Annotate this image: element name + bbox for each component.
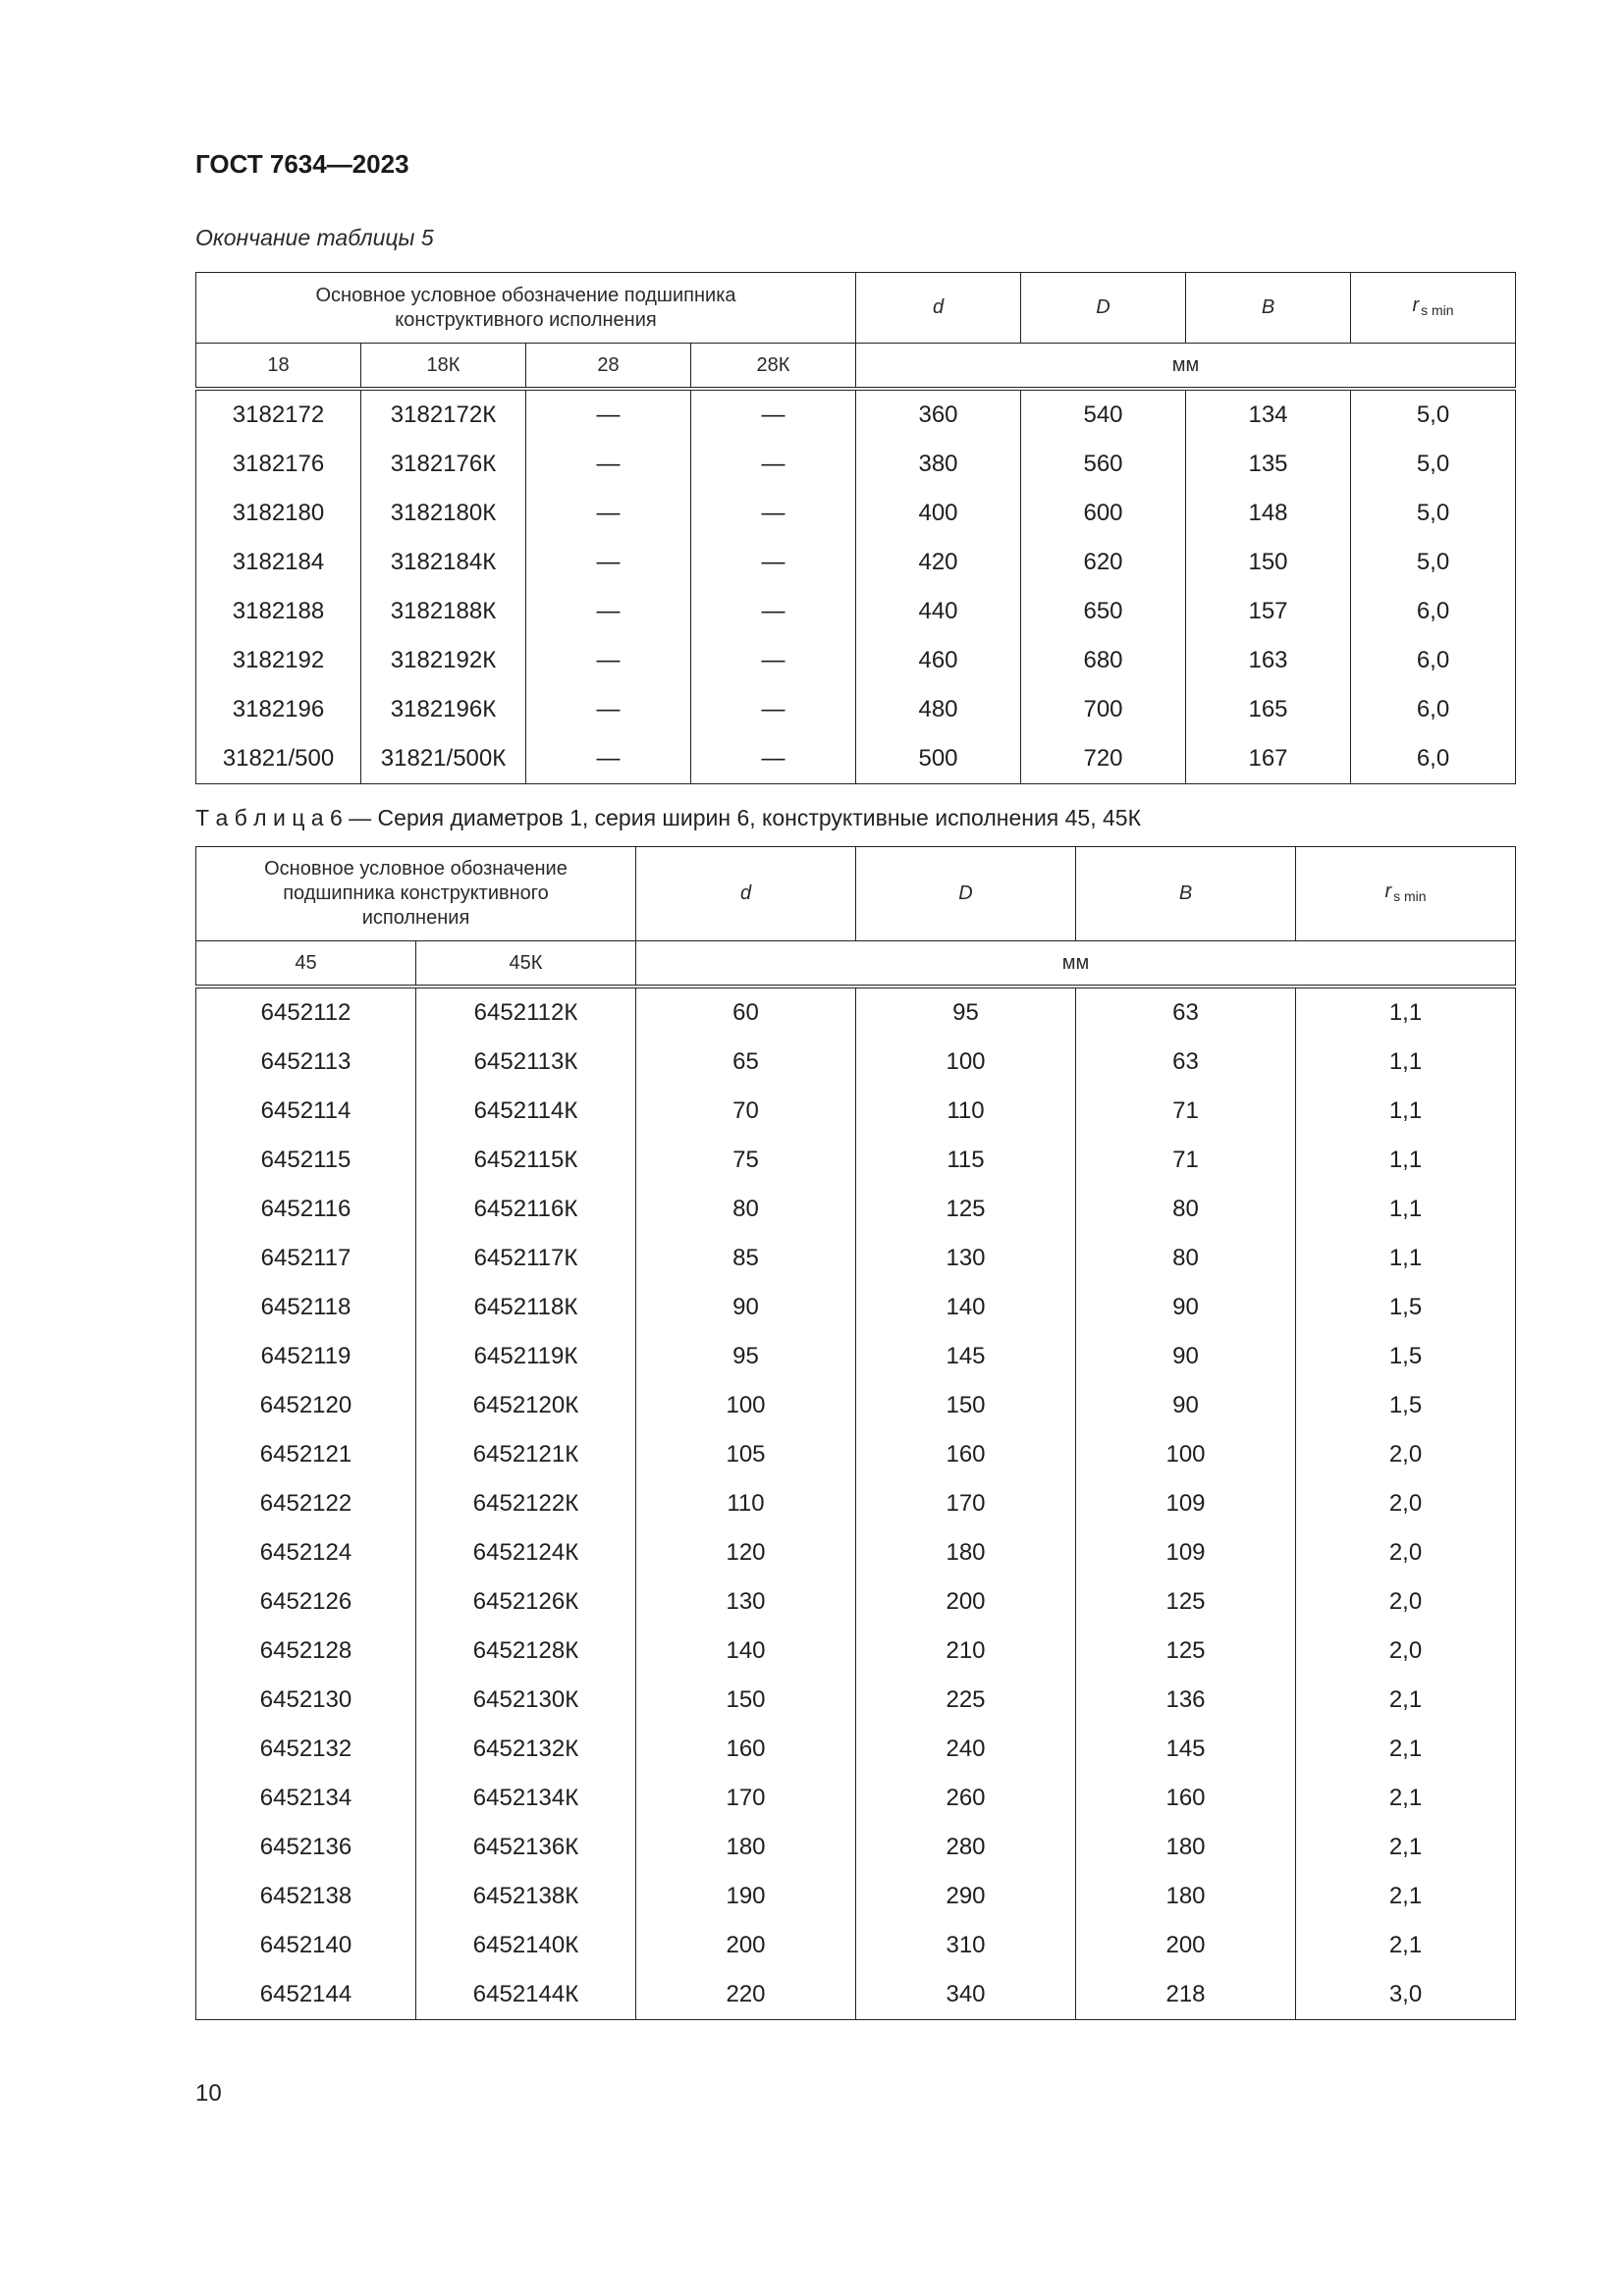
header-d-label: d [739,882,752,904]
table-row [196,587,1516,636]
table-cell: 80 [1076,1185,1296,1234]
table-cell: 95 [856,987,1076,1038]
table-cell: 3182184 [196,538,361,587]
table-cell: 109 [1076,1479,1296,1528]
table-cell: 130 [636,1577,856,1627]
table-cell: 90 [1076,1381,1296,1430]
table-cell: 136 [1076,1676,1296,1725]
table-cell: 75 [636,1136,856,1185]
table-cell: 6,0 [1351,734,1516,784]
table-row [196,1185,1516,1234]
table-cell: — [526,685,691,734]
table-cell: 225 [856,1676,1076,1725]
table-row [196,1332,1516,1381]
table-cell: 6452117 [196,1234,416,1283]
table-cell: 3182176К [361,440,526,489]
designation-header [196,273,856,344]
table-cell: 400 [856,489,1021,538]
table-cell: 200 [856,1577,1076,1627]
table-cell: 6452124 [196,1528,416,1577]
table-cell: 100 [1076,1430,1296,1479]
table-cell: — [526,489,691,538]
table-cell: — [691,489,856,538]
page-number: 10 [195,2080,222,2107]
designation-header-line: Основное условное обозначение подшипника [315,284,736,306]
table-cell: 6452120 [196,1381,416,1430]
table-row [196,1136,1516,1185]
table-cell: 60 [636,987,856,1038]
table-cell: 680 [1021,636,1186,685]
table-cell: 6452121 [196,1430,416,1479]
table-cell: 2,1 [1296,1676,1516,1725]
table-cell: 260 [856,1774,1076,1823]
designation-header-line: Основное условное обозначение [264,858,568,880]
table-cell: 3182180 [196,489,361,538]
table-cell: 80 [1076,1234,1296,1283]
table-cell: — [526,389,691,440]
table-row [196,489,1516,538]
table-cell: 1,1 [1296,1234,1516,1283]
table-cell: 360 [856,389,1021,440]
table-cell: 6452124К [416,1528,636,1577]
table-cell: 6452113К [416,1038,636,1087]
table-row [196,1774,1516,1823]
header-r-s-min [1296,847,1516,941]
table-cell: 180 [1076,1872,1296,1921]
table-cell: 125 [856,1185,1076,1234]
table-cell: 3182188 [196,587,361,636]
table-cell: — [691,538,856,587]
header-d-label: d [932,296,945,318]
header-big-d [1021,273,1186,344]
table-cell: 65 [636,1038,856,1087]
table-cell: 6452138 [196,1872,416,1921]
table-cell: 31821/500 [196,734,361,784]
table-cell: 6452126К [416,1577,636,1627]
table-row [196,1921,1516,1970]
table-cell: 2,1 [1296,1872,1516,1921]
table-cell: 2,1 [1296,1921,1516,1970]
document-code: ГОСТ 7634—2023 [195,149,409,179]
table-cell: 380 [856,440,1021,489]
table-cell: 6,0 [1351,587,1516,636]
table-cell: 6452136К [416,1823,636,1872]
table-cell: 2,1 [1296,1725,1516,1774]
table6-body [196,987,1516,2020]
table-cell: 1,1 [1296,987,1516,1038]
table-cell: — [691,587,856,636]
table-cell: 6452144К [416,1970,636,2020]
table-cell: — [526,440,691,489]
table-cell: 3182188К [361,587,526,636]
header-b-label: B [1261,296,1275,318]
header-r-subscript: s min [1421,301,1454,318]
table-cell: 2,0 [1296,1430,1516,1479]
table-cell: 160 [856,1430,1076,1479]
table-cell: 1,1 [1296,1038,1516,1087]
table-row [196,440,1516,489]
header-r-s-min [1351,273,1516,344]
table-cell: 135 [1186,440,1351,489]
table-cell: 3182184К [361,538,526,587]
table-cell: 170 [856,1479,1076,1528]
table-cell: 720 [1021,734,1186,784]
table-row [196,1725,1516,1774]
table-cell: 2,0 [1296,1528,1516,1577]
table-row [196,1823,1516,1872]
table-row [196,1479,1516,1528]
table5 [195,272,1516,784]
header-b-label: B [1178,882,1193,904]
table-cell: 5,0 [1351,538,1516,587]
table-row [196,1970,1516,2020]
table6-subheader-row [196,941,1516,988]
table6-caption [195,805,1141,831]
table-cell: 6452114К [416,1087,636,1136]
table-cell: 6452116К [416,1185,636,1234]
table-cell: 6452116 [196,1185,416,1234]
table-cell: 700 [1021,685,1186,734]
table-cell: 180 [636,1823,856,1872]
table-row [196,1577,1516,1627]
table-cell: — [526,538,691,587]
header-r-symbol: r [1384,880,1392,902]
table-cell: 3182176 [196,440,361,489]
table-cell: 90 [1076,1332,1296,1381]
table-cell: 140 [856,1283,1076,1332]
header-b [1186,273,1351,344]
table-row [196,1676,1516,1725]
table-cell: 460 [856,636,1021,685]
table-cell: 1,5 [1296,1381,1516,1430]
table-cell: 134 [1186,389,1351,440]
table6 [195,846,1516,2020]
table-cell: 5,0 [1351,389,1516,440]
table-cell: 105 [636,1430,856,1479]
table-cell: 145 [856,1332,1076,1381]
table-cell: 140 [636,1627,856,1676]
table-row [196,1430,1516,1479]
table-cell: 6452112 [196,987,416,1038]
table-cell: 71 [1076,1087,1296,1136]
table-cell: 120 [636,1528,856,1577]
table-cell: 650 [1021,587,1186,636]
table-cell: 95 [636,1332,856,1381]
table5-continuation-title: Окончание таблицы 5 [195,225,434,250]
table-row [196,685,1516,734]
table-cell: 480 [856,685,1021,734]
table-cell: 31821/500К [361,734,526,784]
table-cell: 560 [1021,440,1186,489]
table-cell: 6,0 [1351,636,1516,685]
table-cell: 500 [856,734,1021,784]
table-cell: 6452113 [196,1038,416,1087]
header-b [1076,847,1296,941]
table-cell: 6452128К [416,1627,636,1676]
table-cell: 1,1 [1296,1136,1516,1185]
table-cell: 340 [856,1970,1076,2020]
table-cell: 6452140 [196,1921,416,1970]
table-cell: 3182172К [361,389,526,440]
table-cell: 6,0 [1351,685,1516,734]
table-cell: 2,1 [1296,1823,1516,1872]
table6-grid [195,846,1516,2020]
table-cell: 6452140К [416,1921,636,1970]
table-row [196,1038,1516,1087]
header-d [636,847,856,941]
table-row [196,734,1516,784]
table-cell: 2,0 [1296,1479,1516,1528]
header-big-d-label: D [1096,296,1110,318]
table-cell: 200 [1076,1921,1296,1970]
table-cell: 2,0 [1296,1577,1516,1627]
table-cell: 220 [636,1970,856,2020]
table-cell: 210 [856,1627,1076,1676]
table-cell: 6452115К [416,1136,636,1185]
table-cell: 6452112К [416,987,636,1038]
table-row [196,1283,1516,1332]
header-d [856,273,1021,344]
table-cell: 100 [636,1381,856,1430]
table-cell: — [526,636,691,685]
table-cell: 218 [1076,1970,1296,2020]
table-cell: 6452130К [416,1676,636,1725]
variant-header: 28 [526,344,691,390]
table-cell: 3182196К [361,685,526,734]
table-row [196,1234,1516,1283]
table-cell: 200 [636,1921,856,1970]
designation-header [196,847,636,941]
table-cell: 6452119 [196,1332,416,1381]
variant-header: 45К [416,941,636,988]
table-cell: 3182180К [361,489,526,538]
table-row [196,1381,1516,1430]
designation-header-line: конструктивного исполнения [395,308,657,331]
table-cell: 125 [1076,1577,1296,1627]
table5-grid [195,272,1516,784]
table-cell: 6452121К [416,1430,636,1479]
unit-header: мм [856,344,1516,390]
table-cell: 180 [856,1528,1076,1577]
table-cell: — [691,685,856,734]
table-cell: 3,0 [1296,1970,1516,2020]
table-cell: 150 [856,1381,1076,1430]
table-row [196,1872,1516,1921]
table-cell: 6452126 [196,1577,416,1627]
table-cell: 6452130 [196,1676,416,1725]
variant-header: 45 [196,941,416,988]
variant-header: 28К [691,344,856,390]
table-cell: 6452120К [416,1381,636,1430]
table-cell: 85 [636,1234,856,1283]
table-cell: 5,0 [1351,489,1516,538]
table6-header-row [196,847,1516,941]
table-cell: 110 [636,1479,856,1528]
table-cell: 71 [1076,1136,1296,1185]
table-cell: 3182172 [196,389,361,440]
table-cell: 150 [1186,538,1351,587]
table-row [196,636,1516,685]
table-cell: — [526,587,691,636]
table6-caption-text: 6 — Серия диаметров 1, серия ширин 6, конструктивные исполнения 45, 45К [329,805,1141,830]
table-row [196,538,1516,587]
table-cell: 110 [856,1087,1076,1136]
table-row [196,1087,1516,1136]
table-cell: 6452114 [196,1087,416,1136]
header-r-subscript: s min [1393,887,1427,904]
table-cell: 6452122 [196,1479,416,1528]
table-cell: 3182196 [196,685,361,734]
table-cell: 90 [1076,1283,1296,1332]
table-cell: 63 [1076,1038,1296,1087]
table-row [196,1528,1516,1577]
variant-header: 18К [361,344,526,390]
table-cell: 280 [856,1823,1076,1872]
designation-header-line: исполнения [361,907,470,929]
table-cell: 240 [856,1725,1076,1774]
table5-body [196,389,1516,784]
table-cell: 167 [1186,734,1351,784]
table-cell: 6452118 [196,1283,416,1332]
table-cell: 440 [856,587,1021,636]
table5-subheader-row [196,344,1516,390]
table-cell: 160 [1076,1774,1296,1823]
table-cell: 6452119К [416,1332,636,1381]
table-cell: 620 [1021,538,1186,587]
table-cell: 157 [1186,587,1351,636]
table-cell: 180 [1076,1823,1296,1872]
table-cell: 6452122К [416,1479,636,1528]
table-row [196,987,1516,1038]
table-cell: 63 [1076,987,1296,1038]
table-cell: 3182192 [196,636,361,685]
table-row [196,389,1516,440]
table-cell: 2,1 [1296,1774,1516,1823]
table-cell: 165 [1186,685,1351,734]
table-cell: 170 [636,1774,856,1823]
unit-header: мм [636,941,1516,988]
header-big-d-label: D [958,882,973,904]
table-cell: 150 [636,1676,856,1725]
table-cell: 600 [1021,489,1186,538]
table-cell: — [526,734,691,784]
table-cell: 540 [1021,389,1186,440]
table-cell: 6452132К [416,1725,636,1774]
table-cell: 2,0 [1296,1627,1516,1676]
table6-label: Т а б л и ц а [195,805,324,830]
table-cell: 115 [856,1136,1076,1185]
table-cell: 1,5 [1296,1283,1516,1332]
table-cell: 70 [636,1087,856,1136]
table-cell: 310 [856,1921,1076,1970]
table-cell: 6452115 [196,1136,416,1185]
designation-header-line: подшипника конструктивного [283,882,549,904]
table-cell: 163 [1186,636,1351,685]
table-cell: 3182192К [361,636,526,685]
table-cell: 6452132 [196,1725,416,1774]
table-row [196,1627,1516,1676]
table-cell: 130 [856,1234,1076,1283]
table-cell: 6452138К [416,1872,636,1921]
table-cell: — [691,734,856,784]
table-cell: 5,0 [1351,440,1516,489]
table-cell: 290 [856,1872,1076,1921]
table-cell: 1,1 [1296,1087,1516,1136]
table-cell: 148 [1186,489,1351,538]
table-cell: 6452134К [416,1774,636,1823]
table-cell: 6452117К [416,1234,636,1283]
variant-header: 18 [196,344,361,390]
table-cell: 100 [856,1038,1076,1087]
table5-header-row [196,273,1516,344]
table-cell: 6452134 [196,1774,416,1823]
table-cell: 109 [1076,1528,1296,1577]
table-cell: 6452128 [196,1627,416,1676]
table-cell: 420 [856,538,1021,587]
table-cell: 6452136 [196,1823,416,1872]
table-cell: 1,5 [1296,1332,1516,1381]
table-cell: 125 [1076,1627,1296,1676]
table-cell: 190 [636,1872,856,1921]
table-cell: — [691,440,856,489]
table-cell: 1,1 [1296,1185,1516,1234]
table-cell: 6452144 [196,1970,416,2020]
table-cell: — [691,389,856,440]
header-big-d [856,847,1076,941]
table-cell: 80 [636,1185,856,1234]
table-cell: — [691,636,856,685]
header-r-symbol: r [1412,294,1420,316]
table-cell: 160 [636,1725,856,1774]
table-cell: 145 [1076,1725,1296,1774]
table-cell: 90 [636,1283,856,1332]
table-cell: 6452118К [416,1283,636,1332]
